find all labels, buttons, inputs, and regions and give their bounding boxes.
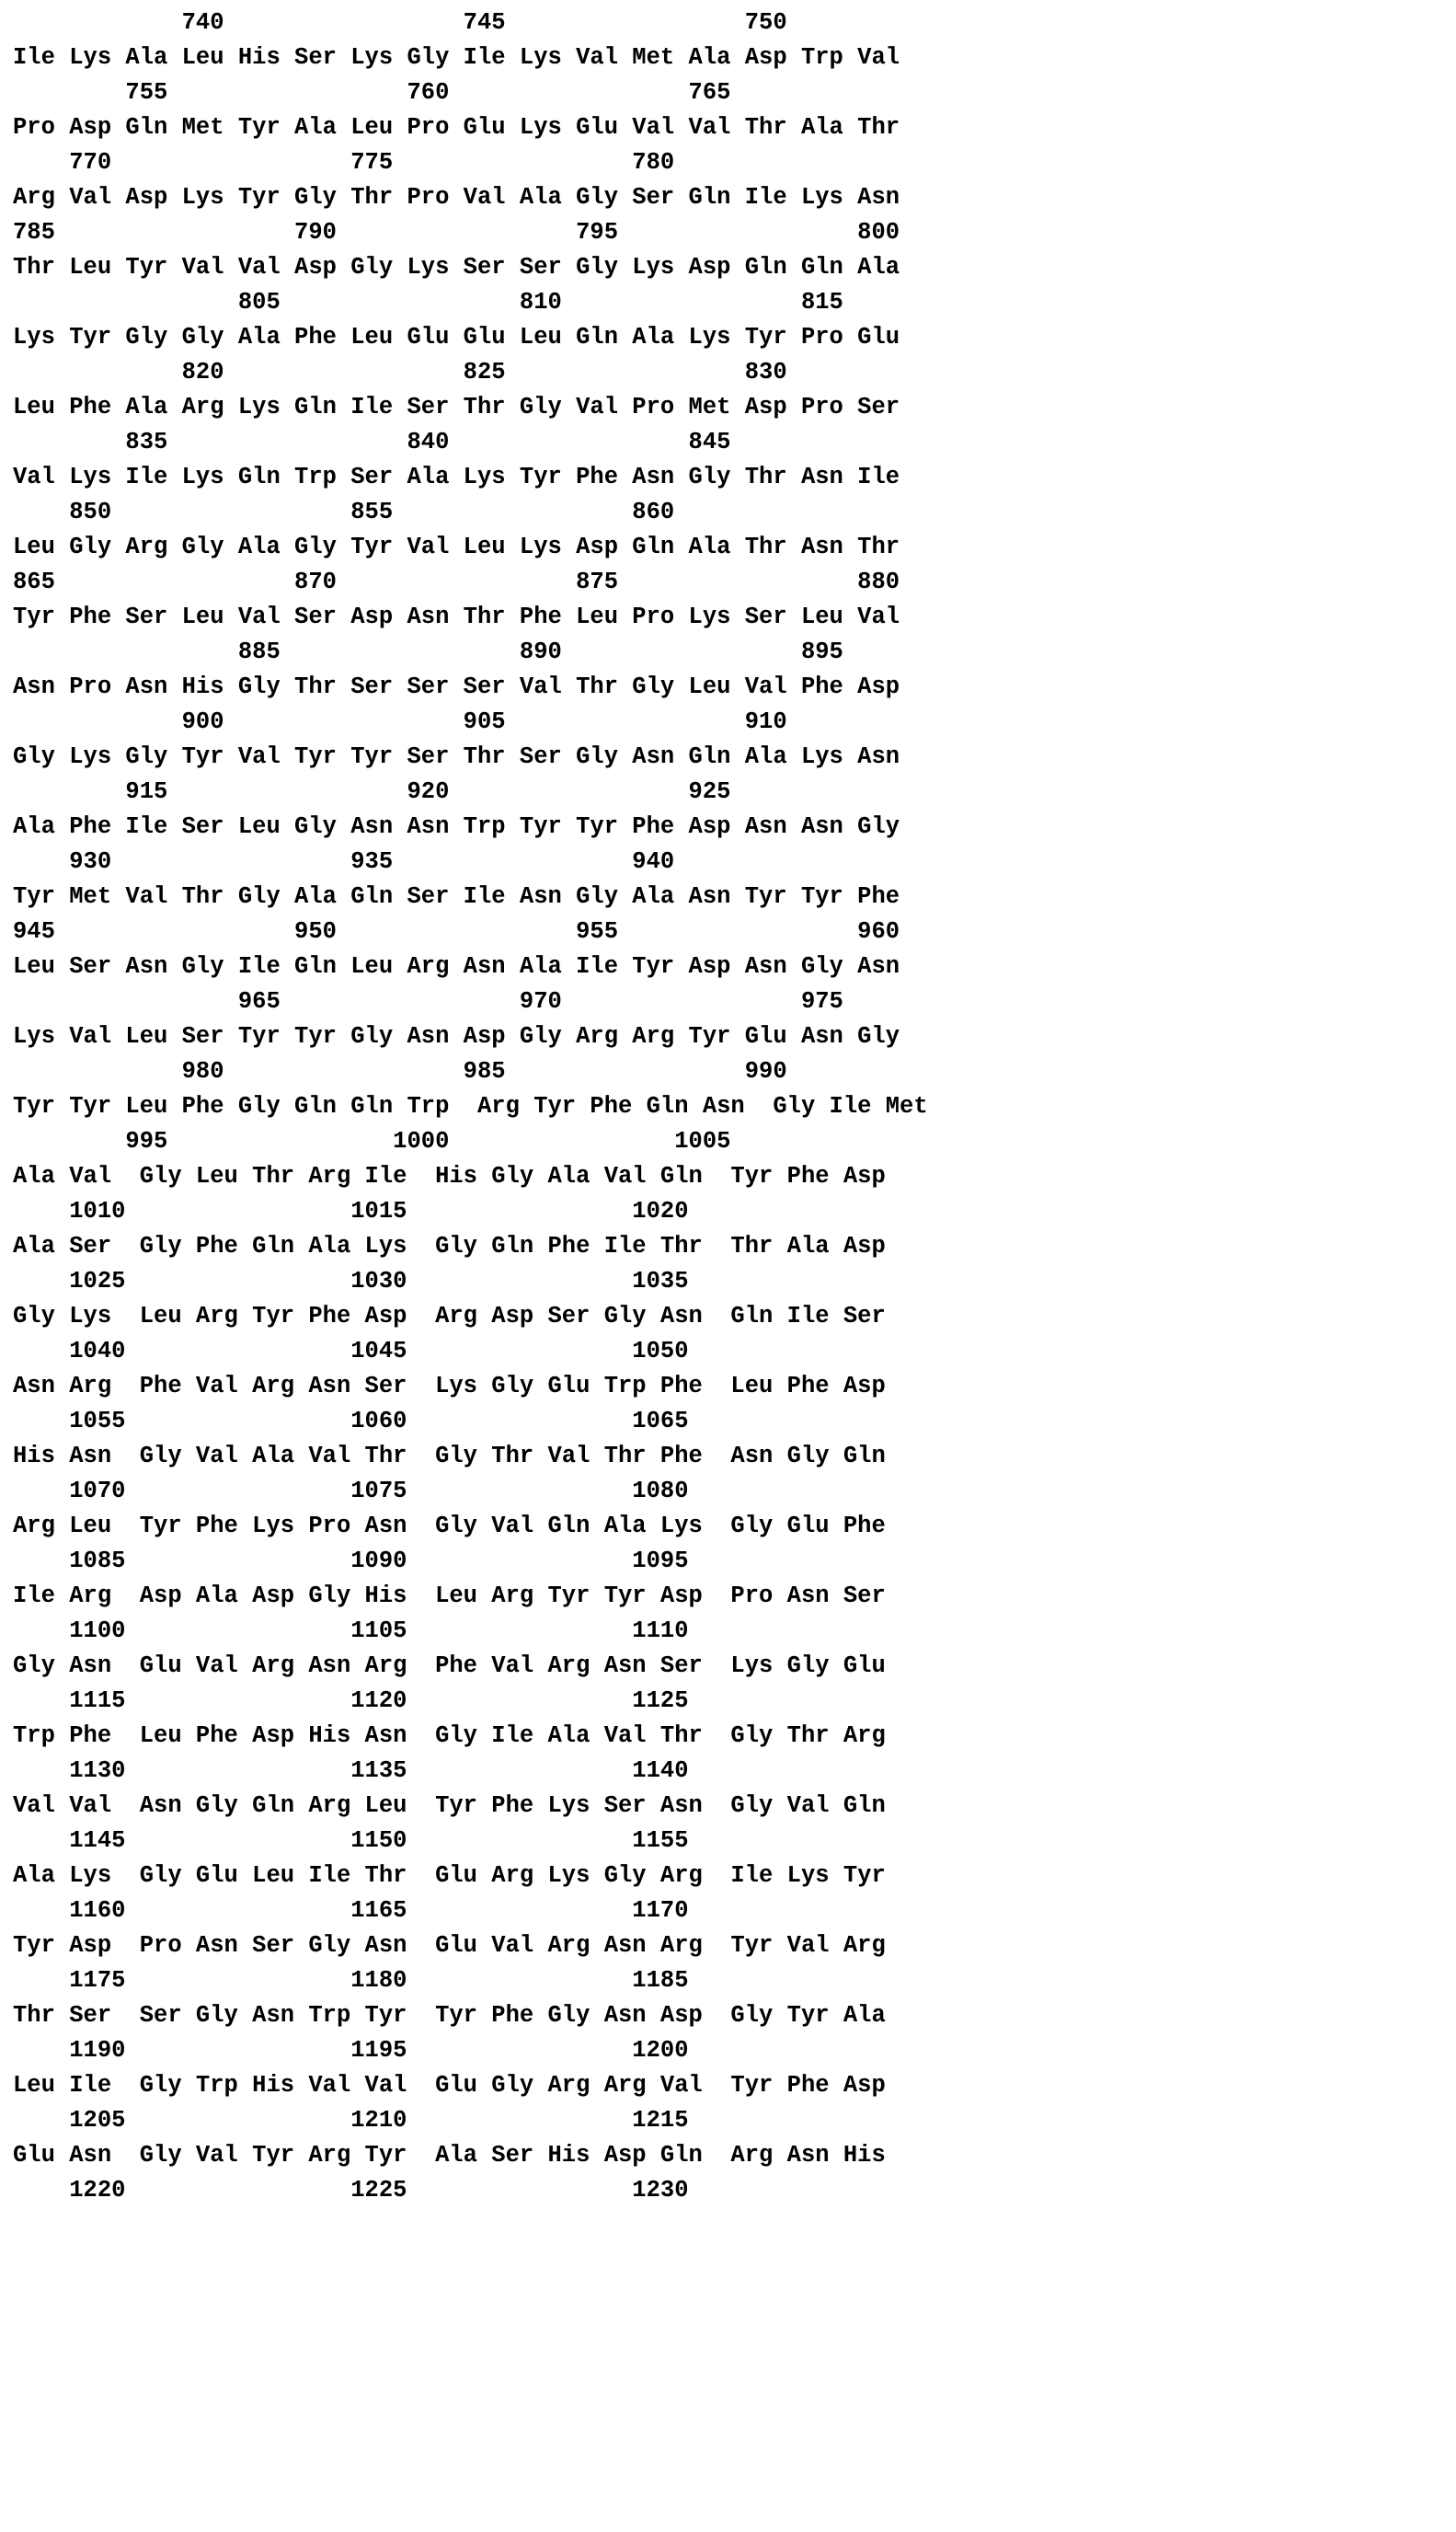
residue-line: Lys Tyr Gly Gly Ala Phe Leu Glu Glu Leu Gln Ala Lys Tyr Pro Glu (13, 324, 900, 351)
residue-line: Ala Val Gly Leu Thr Arg Ile His Gly Ala Val Gln Tyr Phe Asp (13, 1163, 886, 1190)
residue-number-line: 1025 1030 1035 (13, 1268, 689, 1295)
residue-number-line: 980 985 990 (13, 1058, 787, 1085)
sequence-block (0, 145, 1456, 215)
residue-number-line: 1070 1075 1080 (13, 1478, 689, 1504)
sequence-block (0, 705, 1456, 775)
sequence-block (0, 285, 1456, 355)
sequence-block (0, 1754, 1456, 1824)
sequence-block (0, 75, 1456, 145)
residue-line: Ala Ser Gly Phe Gln Ala Lys Gly Gln Phe Ile Thr Thr Ala Asp (13, 1233, 886, 1260)
residue-number-line: 865 870 875 880 (13, 569, 900, 595)
sequence-block (0, 1963, 1456, 2033)
sequence-block (0, 1334, 1456, 1404)
sequence-block (0, 2173, 1456, 2207)
residue-number-line: 820 825 830 (13, 359, 787, 386)
sequence-block (0, 2103, 1456, 2173)
residue-number-line: 1160 1165 1170 (13, 1897, 689, 1924)
residue-line: Tyr Tyr Leu Phe Gly Gln Gln Trp Arg Tyr Phe Gln Asn Gly Ile Met (13, 1093, 928, 1120)
residue-line: Gly Asn Glu Val Arg Asn Arg Phe Val Arg Asn Ser Lys Gly Glu (13, 1652, 886, 1679)
residue-number-line: 885 890 895 (13, 639, 843, 665)
residue-number-line: 1040 1045 1050 (13, 1338, 689, 1364)
residue-line: Arg Leu Tyr Phe Lys Pro Asn Gly Val Gln Ala Lys Gly Glu Phe (13, 1513, 886, 1539)
residue-number-line: 1085 1090 1095 (13, 1548, 689, 1574)
residue-line: Asn Pro Asn His Gly Thr Ser Ser Ser Val Thr Gly Leu Val Phe Asp (13, 673, 900, 700)
sequence-block (0, 1264, 1456, 1334)
residue-number-line: 1145 1150 1155 (13, 1827, 689, 1854)
sequence-block (0, 984, 1456, 1054)
sequence-block (0, 915, 1456, 984)
residue-line: Glu Asn Gly Val Tyr Arg Tyr Ala Ser His Asp Gln Arg Asn His (13, 2142, 886, 2169)
residue-line: Leu Ser Asn Gly Ile Gln Leu Arg Asn Ala Ile Tyr Asp Asn Gly Asn (13, 953, 900, 980)
residue-line: Tyr Phe Ser Leu Val Ser Asp Asn Thr Phe Leu Pro Lys Ser Leu Val (13, 604, 900, 630)
sequence-block (0, 565, 1456, 635)
residue-line: Gly Lys Gly Tyr Val Tyr Tyr Ser Thr Ser Gly Asn Gln Ala Lys Asn (13, 743, 900, 770)
sequence-block (0, 1544, 1456, 1614)
sequence-block (0, 1194, 1456, 1264)
residue-line: Ile Lys Ala Leu His Ser Lys Gly Ile Lys Val Met Ala Asp Trp Val (13, 44, 900, 71)
sequence-block (0, 1054, 1456, 1124)
residue-number-line: 915 920 925 (13, 778, 731, 805)
residue-line: Val Val Asn Gly Gln Arg Leu Tyr Phe Lys Ser Asn Gly Val Gln (13, 1792, 886, 1819)
sequence-block (0, 845, 1456, 915)
residue-number-line: 770 775 780 (13, 149, 675, 176)
residue-number-line: 1115 1120 1125 (13, 1687, 689, 1714)
residue-line: Trp Phe Leu Phe Asp His Asn Gly Ile Ala Val Thr Gly Thr Arg (13, 1722, 886, 1749)
residue-number-line: 1100 1105 1110 (13, 1617, 689, 1644)
residue-number-line: 805 810 815 (13, 289, 843, 316)
residue-number-line: 740 745 750 (13, 9, 787, 36)
residue-line: Lys Val Leu Ser Tyr Tyr Gly Asn Asp Gly Arg Arg Tyr Glu Asn Gly (13, 1023, 900, 1050)
residue-line: Pro Asp Gln Met Tyr Ala Leu Pro Glu Lys Glu Val Val Thr Ala Thr (13, 114, 900, 141)
residue-number-line: 850 855 860 (13, 499, 675, 525)
residue-number-line: 965 970 975 (13, 988, 843, 1015)
residue-line: Tyr Asp Pro Asn Ser Gly Asn Glu Val Arg Asn Arg Tyr Val Arg (13, 1932, 886, 1959)
residue-line: Ala Lys Gly Glu Leu Ile Thr Glu Arg Lys Gly Arg Ile Lys Tyr (13, 1862, 886, 1889)
sequence-block (0, 1124, 1456, 1194)
sequence-block (0, 1824, 1456, 1893)
sequence-block (0, 495, 1456, 565)
residue-line: Leu Ile Gly Trp His Val Val Glu Gly Arg Arg Val Tyr Phe Asp (13, 2072, 886, 2099)
residue-number-line: 785 790 795 800 (13, 219, 900, 246)
residue-line: Thr Ser Ser Gly Asn Trp Tyr Tyr Phe Gly Asn Asp Gly Tyr Ala (13, 2002, 886, 2029)
sequence-block (0, 1614, 1456, 1684)
residue-number-line: 995 1000 1005 (13, 1128, 731, 1155)
residue-line: Tyr Met Val Thr Gly Ala Gln Ser Ile Asn Gly Ala Asn Tyr Tyr Phe (13, 883, 900, 910)
sequence-block (0, 6, 1456, 75)
residue-number-line: 1220 1225 1230 (13, 2177, 689, 2204)
residue-number-line: 945 950 955 960 (13, 918, 900, 945)
residue-number-line: 1130 1135 1140 (13, 1757, 689, 1784)
residue-number-line: 930 935 940 (13, 848, 675, 875)
residue-line: Thr Leu Tyr Val Val Asp Gly Lys Ser Ser Gly Lys Asp Gln Gln Ala (13, 254, 900, 281)
residue-number-line: 1190 1195 1200 (13, 2037, 689, 2064)
residue-number-line: 755 760 765 (13, 79, 731, 106)
residue-line: Arg Val Asp Lys Tyr Gly Thr Pro Val Ala Gly Ser Gln Ile Lys Asn (13, 184, 900, 211)
sequence-block (0, 775, 1456, 845)
residue-line: His Asn Gly Val Ala Val Thr Gly Thr Val Thr Phe Asn Gly Gln (13, 1443, 886, 1469)
residue-line: Asn Arg Phe Val Arg Asn Ser Lys Gly Glu Trp Phe Leu Phe Asp (13, 1373, 886, 1399)
residue-number-line: 900 905 910 (13, 708, 787, 735)
sequence-block (0, 215, 1456, 285)
residue-number-line: 1010 1015 1020 (13, 1198, 689, 1225)
sequence-block (0, 1474, 1456, 1544)
residue-number-line: 1205 1210 1215 (13, 2107, 689, 2134)
sequence-block (0, 425, 1456, 495)
residue-number-line: 1175 1180 1185 (13, 1967, 689, 1994)
residue-line: Ile Arg Asp Ala Asp Gly His Leu Arg Tyr Tyr Asp Pro Asn Ser (13, 1582, 886, 1609)
sequence-block (0, 1404, 1456, 1474)
sequence-block (0, 1684, 1456, 1754)
residue-number-line: 835 840 845 (13, 429, 731, 455)
residue-number-line: 1055 1060 1065 (13, 1408, 689, 1434)
sequence-block (0, 2033, 1456, 2103)
residue-line: Leu Gly Arg Gly Ala Gly Tyr Val Leu Lys Asp Gln Ala Thr Asn Thr (13, 534, 900, 560)
residue-line: Leu Phe Ala Arg Lys Gln Ile Ser Thr Gly Val Pro Met Asp Pro Ser (13, 394, 900, 420)
sequence-block (0, 1893, 1456, 1963)
residue-line: Ala Phe Ile Ser Leu Gly Asn Asn Trp Tyr Tyr Phe Asp Asn Asn Gly (13, 813, 900, 840)
sequence-block (0, 635, 1456, 705)
residue-line: Gly Lys Leu Arg Tyr Phe Asp Arg Asp Ser Gly Asn Gln Ile Ser (13, 1303, 886, 1329)
residue-line: Val Lys Ile Lys Gln Trp Ser Ala Lys Tyr Phe Asn Gly Thr Asn Ile (13, 464, 900, 490)
sequence-block (0, 355, 1456, 425)
